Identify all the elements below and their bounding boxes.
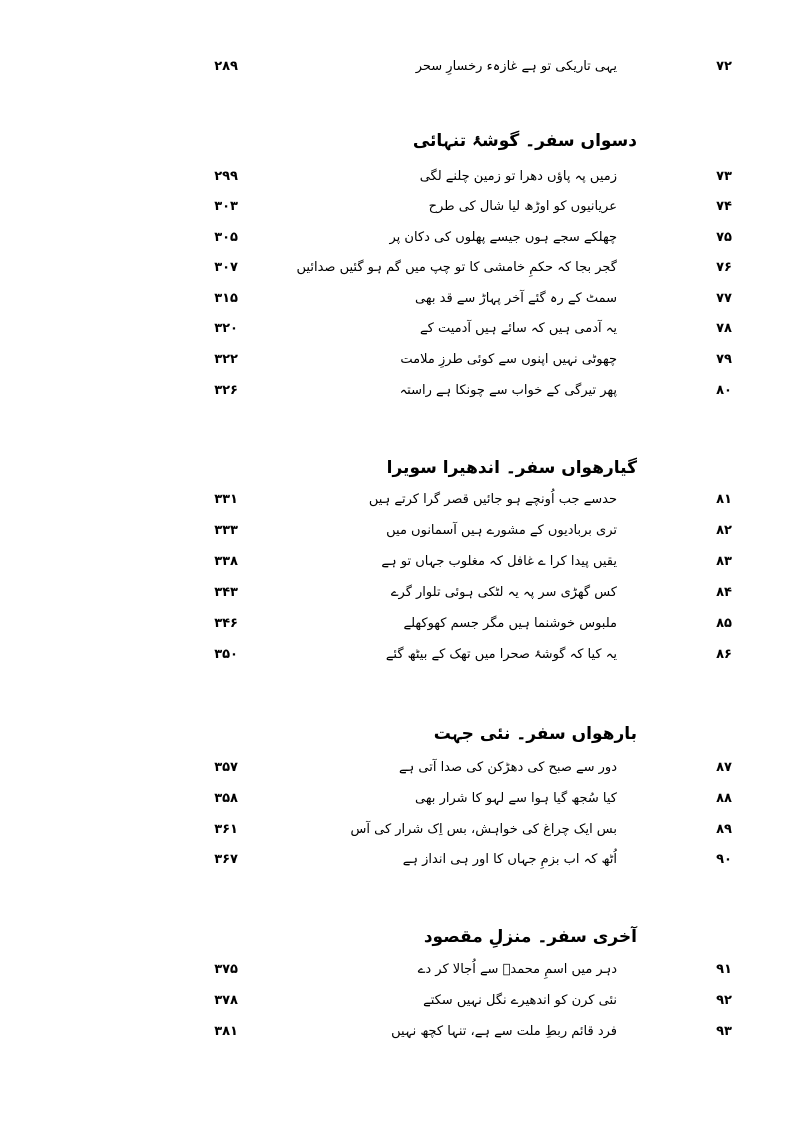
toc-entry: [0, 988, 793, 1014]
entry-number: ۷۳: [716, 169, 732, 184]
entry-number: ۷۹: [716, 352, 732, 367]
entry-number: ۷۸: [716, 321, 732, 336]
entry-page-number: ۳۵۸: [214, 791, 238, 806]
entry-page-number: ۳۶۷: [214, 852, 238, 867]
entry-number: ۸۶: [716, 647, 732, 662]
entry-number: ۸۸: [716, 791, 732, 806]
entry-title: ملبوس خوشنما ہیں مگر جسم کھوکھلے: [403, 616, 617, 631]
entry-title: پھر تیرگی کے خواب سے چونکا ہے راستہ: [399, 383, 617, 398]
toc-entry: [0, 847, 793, 873]
entry-number: ۷۶: [716, 260, 732, 275]
toc-entry: [0, 549, 793, 575]
entry-page-number: ۳۱۵: [214, 291, 238, 306]
entry-page-number: ۳۴۶: [214, 616, 238, 631]
entry-page-number: ۳۶۱: [214, 822, 238, 837]
toc-entry: [0, 194, 793, 220]
entry-number: ۸۵: [716, 616, 732, 631]
entry-number: ۸۹: [716, 822, 732, 837]
entry-page-number: ۳۵۷: [214, 760, 238, 775]
toc-entry: [0, 347, 793, 373]
entry-number: ۹۲: [716, 993, 732, 1008]
entry-title: چھوٹی نہیں اپنوں سے کوئی طرزِ ملامت: [400, 352, 617, 367]
entry-page-number: ۳۴۳: [214, 585, 238, 600]
toc-entry: [0, 817, 793, 843]
entry-page-number: ۳۳۱: [214, 492, 238, 507]
entry-title: کیا سُجھ گیا ہوا سے لہو کا شرار بھی: [414, 791, 617, 806]
entry-number: ۹۳: [716, 1024, 732, 1039]
entry-title: یہی تاریکی تو ہے غازہء رخسارِ سحر: [415, 59, 617, 74]
entry-number: ۹۰: [716, 852, 732, 867]
entry-number: ۸۲: [716, 523, 732, 538]
entry-title: کس گھڑی سر پہ یہ لٹکی ہوئی تلوار گرے: [390, 585, 617, 600]
entry-title: چھلکے سجے ہوں جیسے پھلوں کی دکان پر: [389, 230, 617, 245]
toc-entry: [0, 487, 793, 513]
entry-title: سمٹ کے رہ گئے آخر پہاڑ سے قد بھی: [415, 291, 617, 306]
entry-title: یہ آدمی ہیں کہ سائے ہیں آدمیت کے: [420, 321, 617, 336]
entry-number: ۸۰: [716, 383, 732, 398]
entry-number: ۸۷: [716, 760, 732, 775]
entry-number: ۸۴: [716, 585, 732, 600]
section-heading: دسواں سفر۔ گوشۂ تنہائی: [412, 131, 637, 151]
toc-entry: [0, 54, 793, 80]
section-heading: بارھواں سفر۔ نئی جہت: [433, 724, 637, 744]
entry-page-number: ۳۰۳: [214, 199, 238, 214]
entry-title: تری بربادیوں کے مشورے ہیں آسمانوں میں: [386, 523, 617, 538]
toc-entry: [0, 642, 793, 668]
toc-entry: [0, 786, 793, 812]
toc-entry: [0, 611, 793, 637]
toc-entry: [0, 164, 793, 190]
entry-number: ۸۳: [716, 554, 732, 569]
toc-entry: [0, 378, 793, 404]
entry-page-number: ۳۰۵: [214, 230, 238, 245]
entry-number: ۷۷: [716, 291, 732, 306]
entry-title: بس ایک چراغ کی خواہش، بس اِک شرار کی آس: [350, 822, 617, 837]
entry-title: حدسے جب اُونچے ہو جائیں قصر گرا کرتے ہیں: [368, 492, 617, 507]
entry-page-number: ۲۹۹: [214, 169, 238, 184]
toc-entry: [0, 518, 793, 544]
entry-title: دہر میں اسمِ محمدؐ سے اُجالا کر دے: [417, 962, 617, 977]
entry-page-number: ۳۳۸: [214, 554, 238, 569]
entry-number: ۷۵: [716, 230, 732, 245]
entry-number: ۷۴: [716, 199, 732, 214]
toc-entry: [0, 580, 793, 606]
entry-title: یہ کیا کہ گوشۂ صحرا میں تھک کے بیٹھ گئے: [385, 647, 617, 662]
entry-page-number: ۳۵۰: [214, 647, 238, 662]
toc-entry: [0, 316, 793, 342]
toc-entry: [0, 286, 793, 312]
entry-page-number: ۳۳۳: [214, 523, 238, 538]
entry-title: فرد قائم ربطِ ملت سے ہے، تنہا کچھ نہیں: [391, 1024, 617, 1039]
toc-entry: [0, 755, 793, 781]
entry-title: عریانیوں کو اوڑھ لیا شال کی طرح: [428, 199, 617, 214]
entry-title: گجر بجا کہ حکمِ خامشی کا تو چپ میں گم ہو گئیں صدائیں: [296, 260, 617, 275]
entry-page-number: ۳۰۷: [214, 260, 238, 275]
section-heading: گیارھواں سفر۔ اندھیرا سویرا: [386, 458, 637, 478]
entry-page-number: ۳۷۸: [214, 993, 238, 1008]
entry-page-number: ۲۸۹: [214, 59, 238, 74]
entry-page-number: ۳۸۱: [214, 1024, 238, 1039]
entry-title: یقیں پیدا کرا ے غافل کہ مغلوب جہاں تو ہے: [381, 554, 617, 569]
entry-title: اُٹھ کہ اب بزمِ جہاں کا اور ہی انداز ہے: [402, 852, 617, 867]
toc-entry: [0, 957, 793, 983]
entry-title: نئی کرن کو اندھیرے نگل نہیں سکتے: [423, 993, 617, 1008]
toc-entry: [0, 225, 793, 251]
toc-entry: [0, 255, 793, 281]
entry-page-number: ۳۲۶: [214, 383, 238, 398]
entry-page-number: ۳۲۰: [214, 321, 238, 336]
entry-number: ۸۱: [716, 492, 732, 507]
entry-number: ۷۲: [716, 59, 732, 74]
entry-title: زمیں پہ پاؤں دھرا تو زمین چلنے لگی: [419, 169, 617, 184]
section-heading: آخری سفر۔ منزلِ مقصود: [423, 927, 637, 947]
entry-page-number: ۳۷۵: [214, 962, 238, 977]
entry-title: دور سے صبح کی دھڑکن کی صدا آتی ہے: [399, 760, 617, 775]
toc-entry: [0, 1019, 793, 1045]
entry-number: ۹۱: [716, 962, 732, 977]
entry-page-number: ۳۲۲: [214, 352, 238, 367]
